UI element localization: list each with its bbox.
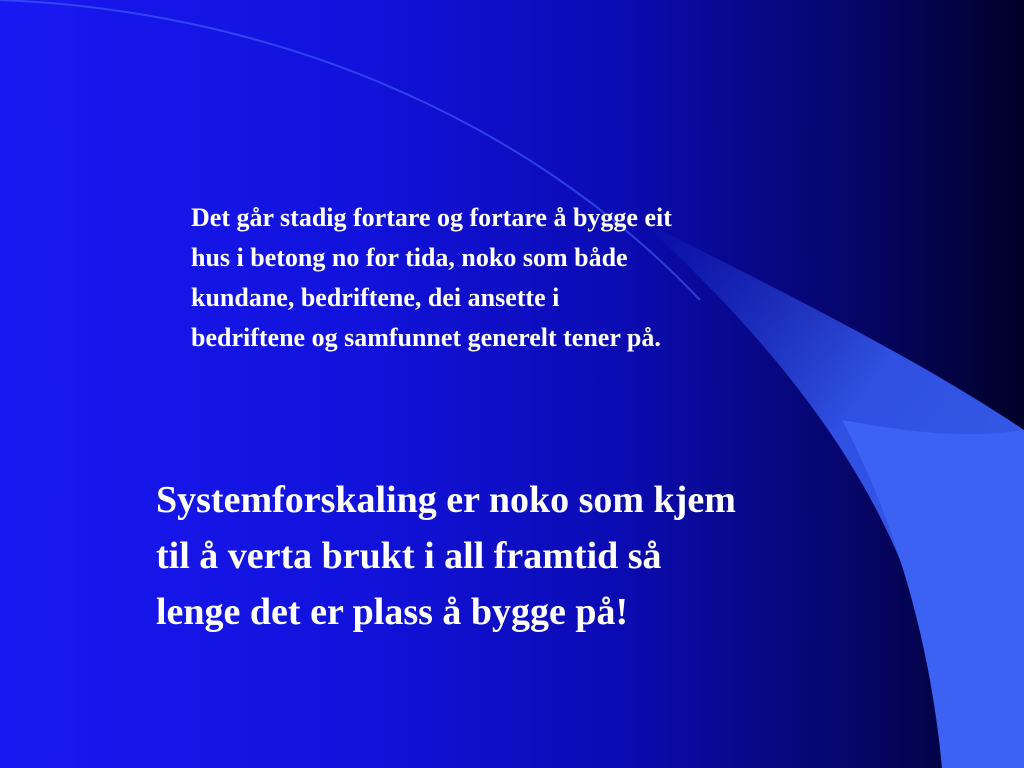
intro-line: Det går stadig fortare og fortare å bygge eit	[191, 203, 672, 232]
statement-line: til å verta brukt i all framtid så	[156, 535, 662, 577]
main-statement	[156, 472, 876, 640]
intro-line: bedriftene og samfunnet generelt tener på.	[191, 323, 661, 352]
statement-line: lenge det er plass å bygge på!	[156, 591, 629, 633]
intro-line: kundane, bedriftene, dei ansette i	[191, 283, 560, 312]
intro-line: hus i betong no for tida, noko som både	[191, 243, 628, 272]
statement-line: Systemforskaling er noko som kjem	[156, 479, 736, 521]
intro-paragraph	[191, 198, 841, 358]
